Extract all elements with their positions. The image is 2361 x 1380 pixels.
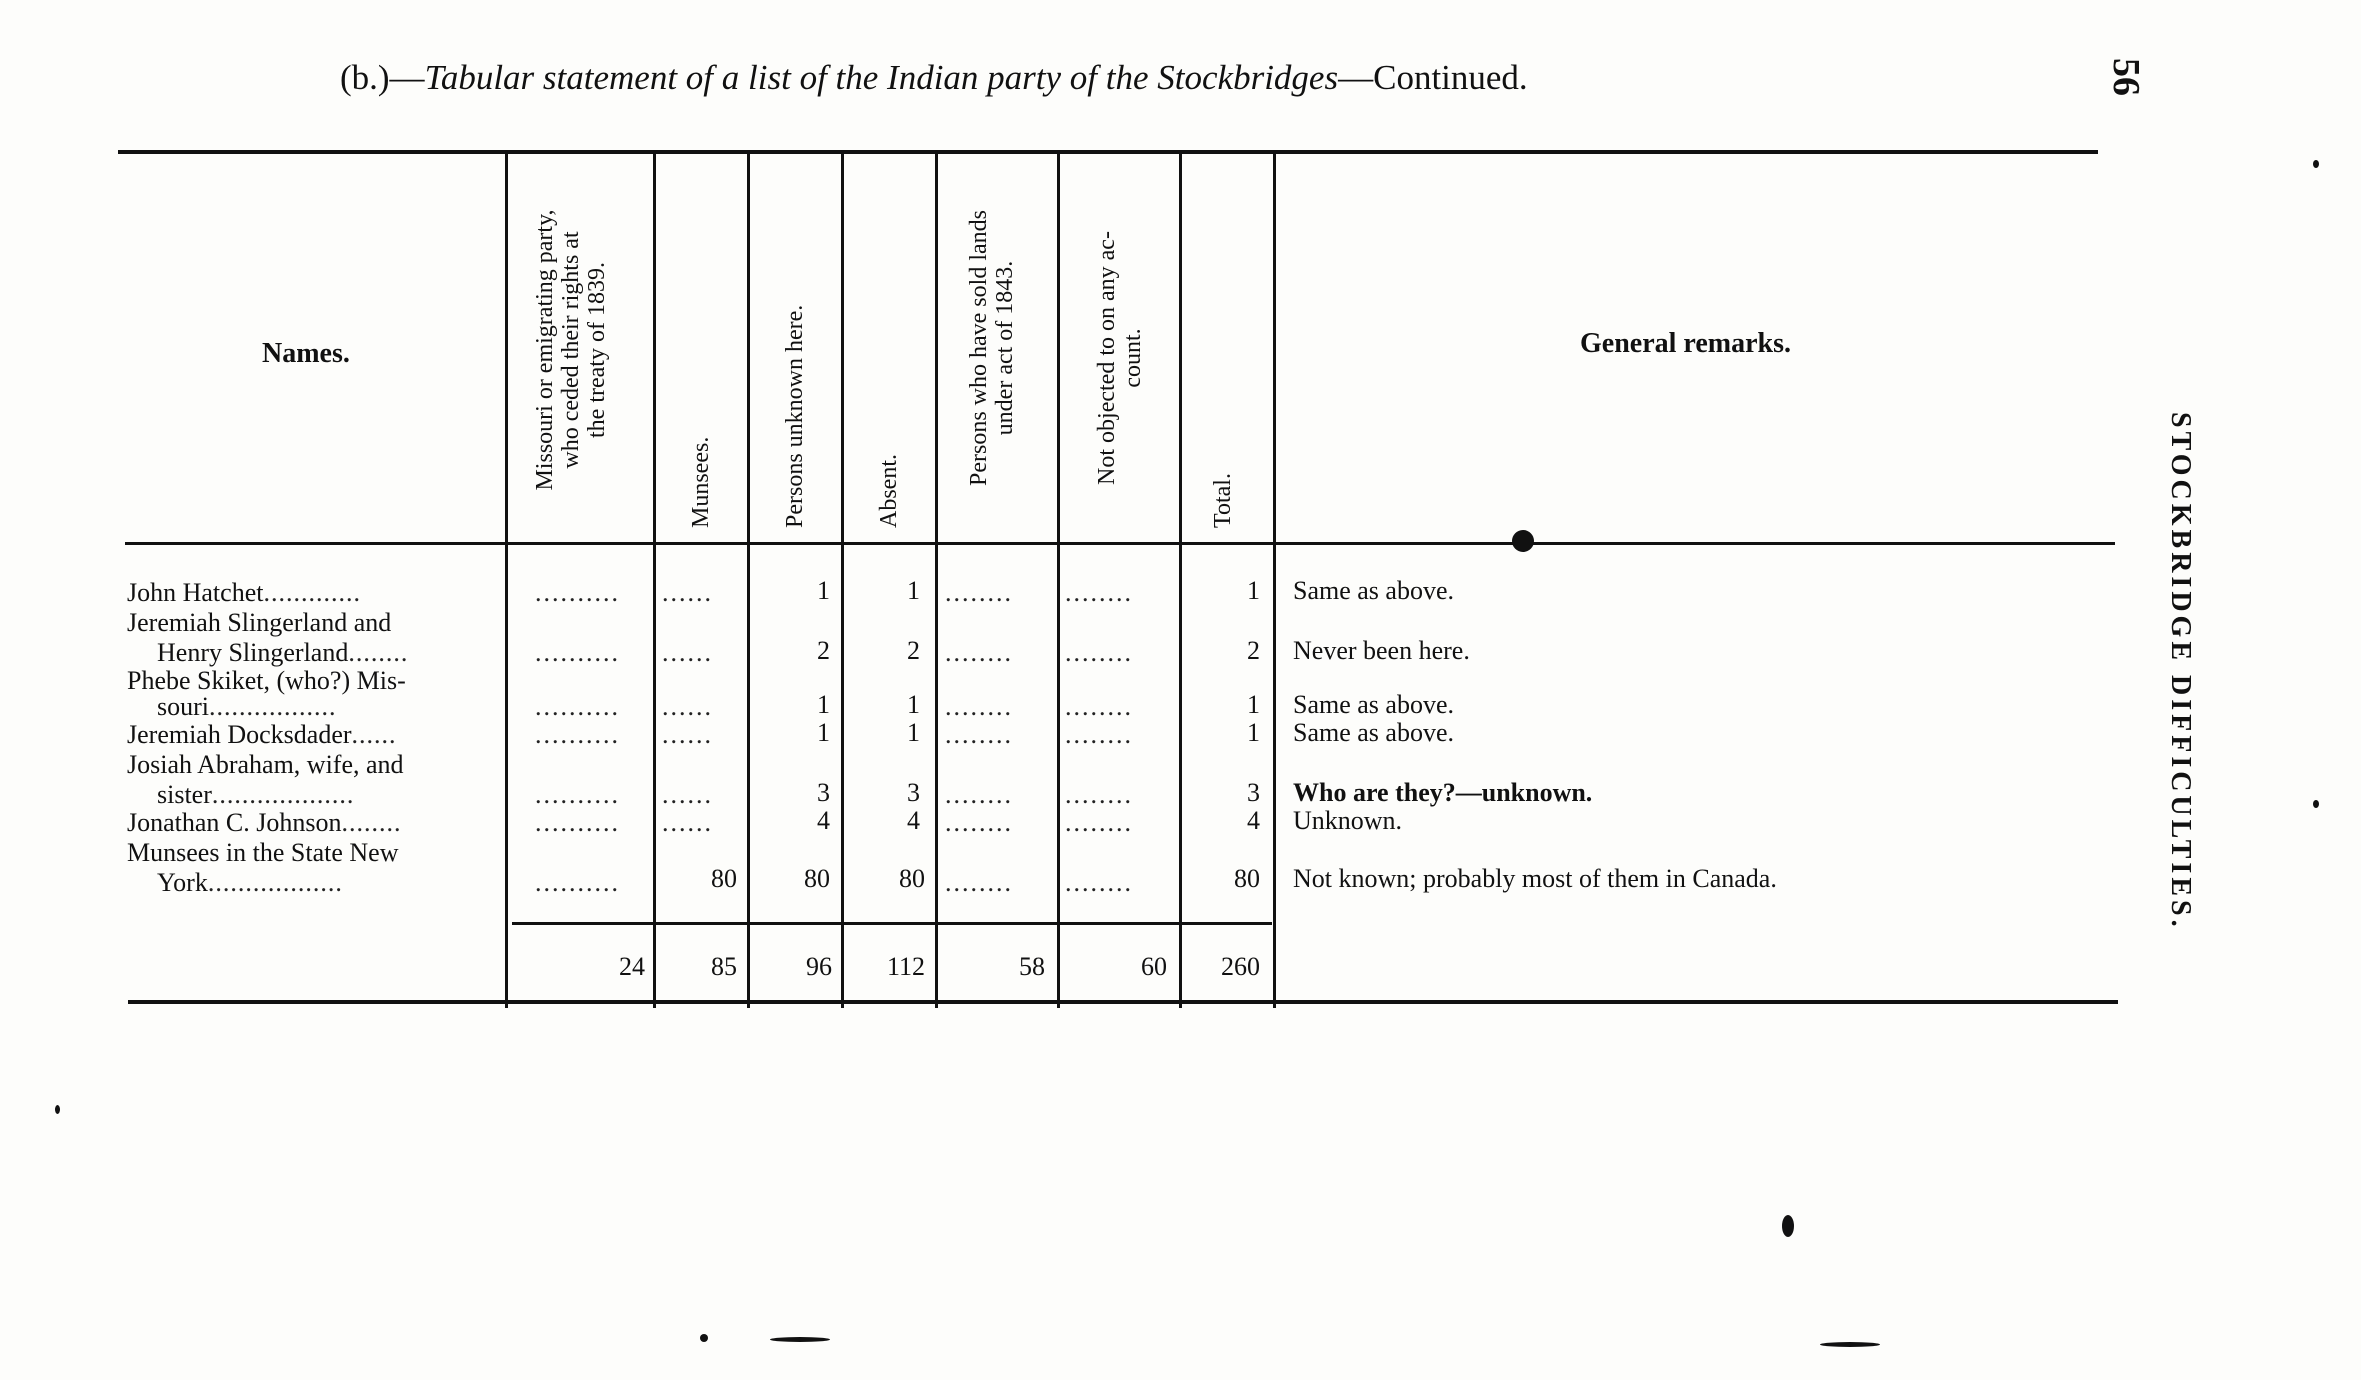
running-head: STOCKBRIDGE DIFFICULTIES. (2165, 412, 2196, 931)
cell-munsees: 80 (711, 864, 737, 893)
header-names: Names. (262, 338, 350, 369)
title-suffix: —Continued. (1338, 58, 1528, 97)
row-remark: Same as above. (1293, 576, 1455, 605)
dot-leader: ...... (662, 692, 713, 721)
header-munsees: Munsees. (688, 436, 714, 528)
cell-unknown: 1 (817, 718, 830, 747)
row-name: Jeremiah Docksdader ...... (127, 720, 397, 749)
cell-unknown: 1 (817, 690, 830, 719)
cell-unknown: 80 (804, 864, 830, 893)
dot-leader: ........ (945, 578, 1013, 607)
bottom-rule (128, 1000, 2118, 1004)
cell-unknown: 1 (817, 576, 830, 605)
col-divider (935, 153, 938, 1008)
header-rule (125, 542, 2115, 545)
ink-speck (1512, 530, 1534, 552)
dot-leader: .......... (535, 780, 620, 809)
total-not-objected: 60 (1141, 952, 1167, 981)
header-absent: Absent. (876, 454, 902, 528)
cell-total: 4 (1247, 806, 1260, 835)
total-missouri: 24 (619, 952, 645, 981)
cell-absent: 1 (907, 576, 920, 605)
dot-leader: ........ (1065, 780, 1133, 809)
dot-leader: .......... (535, 638, 620, 667)
cell-total: 1 (1247, 576, 1260, 605)
header-not-objected: Not objected to on any ac- count. (1094, 231, 1146, 485)
ink-speck (1782, 1215, 1794, 1237)
col-divider (505, 153, 508, 1008)
header-remarks: General remarks. (1580, 328, 1791, 359)
dot-leader: ........ (945, 868, 1013, 897)
dot-leader: ........ (1065, 808, 1133, 837)
ink-speck (2313, 160, 2319, 168)
header-unknown: Persons unknown here. (782, 304, 808, 528)
ink-speck (700, 1334, 708, 1342)
dot-leader: ........ (945, 780, 1013, 809)
col-divider (653, 153, 656, 1008)
dot-leader: ........ (1065, 638, 1133, 667)
dot-leader: ...... (662, 780, 713, 809)
dot-leader: ........ (1065, 692, 1133, 721)
cell-total: 2 (1247, 636, 1260, 665)
ink-speck (55, 1105, 60, 1114)
ink-speck (1820, 1342, 1880, 1347)
dot-leader: ........ (945, 720, 1013, 749)
col-divider (747, 153, 750, 1008)
cell-absent: 1 (907, 718, 920, 747)
dot-leader: ...... (662, 808, 713, 837)
col-divider (1179, 153, 1182, 1008)
dot-leader: .......... (535, 692, 620, 721)
dot-leader: ........ (1065, 578, 1133, 607)
row-name-cont: Henry Slingerland ........ (157, 638, 409, 667)
total-munsees: 85 (711, 952, 737, 981)
cell-total: 1 (1247, 690, 1260, 719)
row-name: Josiah Abraham, wife, and (127, 750, 404, 779)
header-total: Total. (1210, 473, 1236, 528)
row-name-cont: souri ................. (157, 692, 337, 721)
total-sold: 58 (1019, 952, 1045, 981)
row-remark: Not known; probably most of them in Canada. (1293, 864, 1777, 893)
row-remark: Same as above. (1293, 690, 1455, 719)
row-name-cont: York .................. (157, 868, 343, 897)
row-remark: Same as above. (1293, 718, 1455, 747)
dot-leader: ........ (1065, 868, 1133, 897)
title-prefix: (b.)— (340, 58, 425, 97)
dot-leader: ........ (945, 638, 1013, 667)
top-rule (118, 150, 2098, 154)
row-name: Jeremiah Slingerland and (127, 608, 392, 637)
ink-speck (770, 1337, 830, 1342)
dot-leader: ........ (945, 692, 1013, 721)
col-divider (1273, 153, 1276, 1008)
cell-unknown: 3 (817, 778, 830, 807)
table-title (340, 58, 1900, 98)
total-unknown: 96 (806, 952, 832, 981)
dot-leader: ...... (662, 720, 713, 749)
cell-absent: 1 (907, 690, 920, 719)
cell-absent: 3 (907, 778, 920, 807)
dot-leader: .......... (535, 808, 620, 837)
cell-unknown: 4 (817, 806, 830, 835)
dot-leader: ........ (1065, 720, 1133, 749)
total-absent: 112 (886, 952, 925, 981)
col-divider (841, 153, 844, 1008)
row-name: John Hatchet ............. (127, 578, 361, 607)
header-missouri: Missouri or emigrating party, who ceded their rights at the treaty of 1839. (532, 209, 610, 491)
row-remark: Who are they?—unknown. (1293, 778, 1593, 807)
row-name: Phebe Skiket, (who?) Mis- (127, 666, 406, 695)
cell-absent: 4 (907, 806, 920, 835)
col-divider (1057, 153, 1060, 1008)
row-name: Munsees in the State New (127, 838, 399, 867)
dot-leader: .......... (535, 578, 620, 607)
row-remark: Unknown. (1293, 806, 1403, 835)
header-sold: Persons who have sold lands under act of 1843. (966, 210, 1018, 486)
dot-leader: .......... (535, 720, 620, 749)
ink-speck (2313, 800, 2319, 808)
cell-absent: 80 (899, 864, 925, 893)
dot-leader: ...... (662, 638, 713, 667)
row-name: Jonathan C. Johnson ........ (127, 808, 402, 837)
total-total: 260 (1221, 952, 1260, 981)
cell-total: 3 (1247, 778, 1260, 807)
totals-rule (512, 922, 1272, 925)
page-number: 56 (2105, 58, 2147, 96)
cell-total: 1 (1247, 718, 1260, 747)
row-remark: Never been here. (1293, 636, 1470, 665)
dot-leader: ........ (945, 808, 1013, 837)
row-name-cont: sister ................... (157, 780, 355, 809)
dot-leader: ...... (662, 578, 713, 607)
cell-total: 80 (1234, 864, 1260, 893)
title-italic: Tabular statement of a list of the Indian party of the Stockbridges (424, 58, 1339, 97)
dot-leader: .......... (535, 868, 620, 897)
cell-unknown: 2 (817, 636, 830, 665)
cell-absent: 2 (907, 636, 920, 665)
